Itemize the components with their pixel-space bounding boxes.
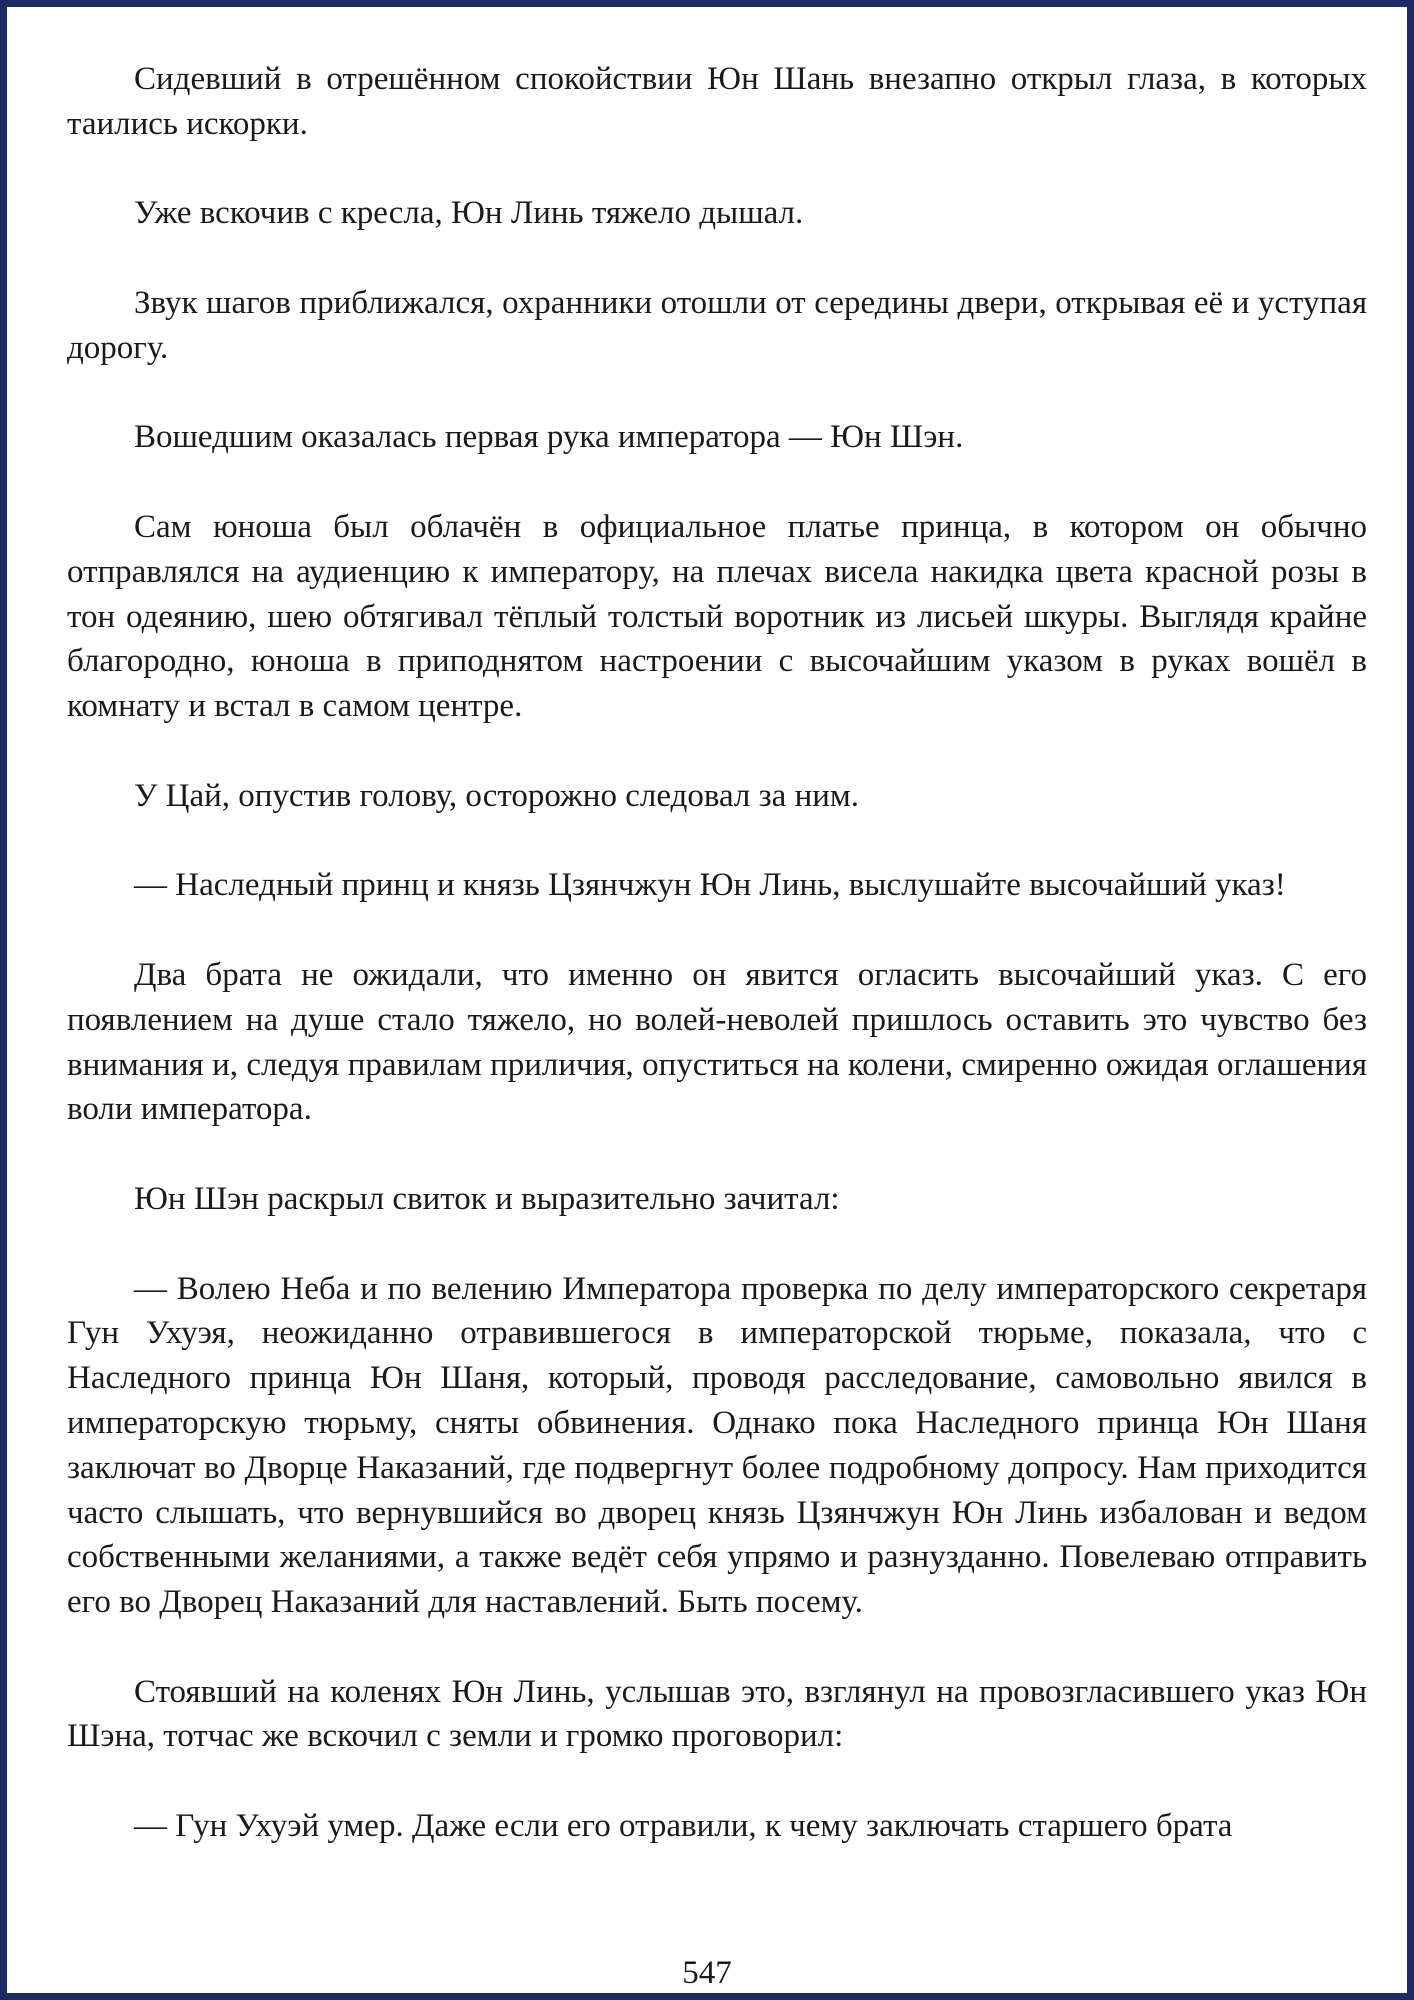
paragraph-12: — Гун Ухуэй умер. Даже если его отравили, к чему заключать старшего брата xyxy=(134,1808,1233,1845)
paragraph-9: Юн Шэн раскрыл свиток и выразительно зачитал: xyxy=(134,1180,840,1217)
page-number: 547 xyxy=(682,1955,732,1991)
paragraph-5: Сам юноша был облачён в официальное платье принца, в котором он обычно отправлялся на аудиенцию к императору, на плечах висела накидка цвета красной розы в тон одеянию, шею обтягивал тёплый толстый воротник из лисьей шкуры. Выглядя крайне благородно, юноша в приподнятом настроении с высочайшим указом в руках вошёл в комнату и встал в самом центре. xyxy=(67,508,1367,725)
paragraph-10: — Волею Неба и по велению Императора проверка по делу императорского секретаря Гун Ухуэя, неожиданно отравившегося в императорской тюрьме, показала, что с Наследного принца Юн Шаня, который, проводя расследование, самовольно явился в императорскую тюрьму, сняты обвинения. Однако пока Наследного принца Юн Шаня заключат во Дворце Наказаний, где подвергнут более подробному допросу. Нам приходится часто слышать, что вернувшийся во дворец князь Цзянчжун Юн Линь избалован и ведом собственными желаниями, а также ведёт себя упрямо и разнузданно. Повелеваю отправить его во Дворец Наказаний для наставлений. Быть посему. xyxy=(67,1270,1367,1621)
page-body xyxy=(67,57,1367,1894)
paragraph-7: — Наследный принц и князь Цзянчжун Юн Линь, выслушайте высочайший указ! xyxy=(134,867,1286,904)
paragraph-2: Уже вскочив с кресла, Юн Линь тяжело дышал. xyxy=(134,195,804,232)
paragraph-8: Два брата не ожидали, что именно он явится огласить высочайший указ. С его появлением на душе стало тяжело, но волей-неволей пришлось оставить это чувство без внимания и, следуя правилам приличия, опуститься на колени, смиренно ожидая оглашения воли императора. xyxy=(67,956,1367,1128)
paragraph-11: Стоявший на коленях Юн Линь, услышав это, взглянул на провозгласившего указ Юн Шэна, тотчас же вскочил с земли и громко проговорил: xyxy=(67,1673,1367,1755)
paragraph-6: У Цай, опустив голову, осторожно следовал за ним. xyxy=(134,777,860,814)
paragraph-3: Звук шагов приближался, охранники отошли от середины двери, открывая её и уступая дорогу. xyxy=(67,284,1367,366)
paragraph-1: Сидевший в отрешённом спокойствии Юн Шань внезапно открыл глаза, в которых таились искорки. xyxy=(67,61,1367,142)
paragraph-4: Вошедшим оказалась первая рука императора — Юн Шэн. xyxy=(134,419,964,456)
